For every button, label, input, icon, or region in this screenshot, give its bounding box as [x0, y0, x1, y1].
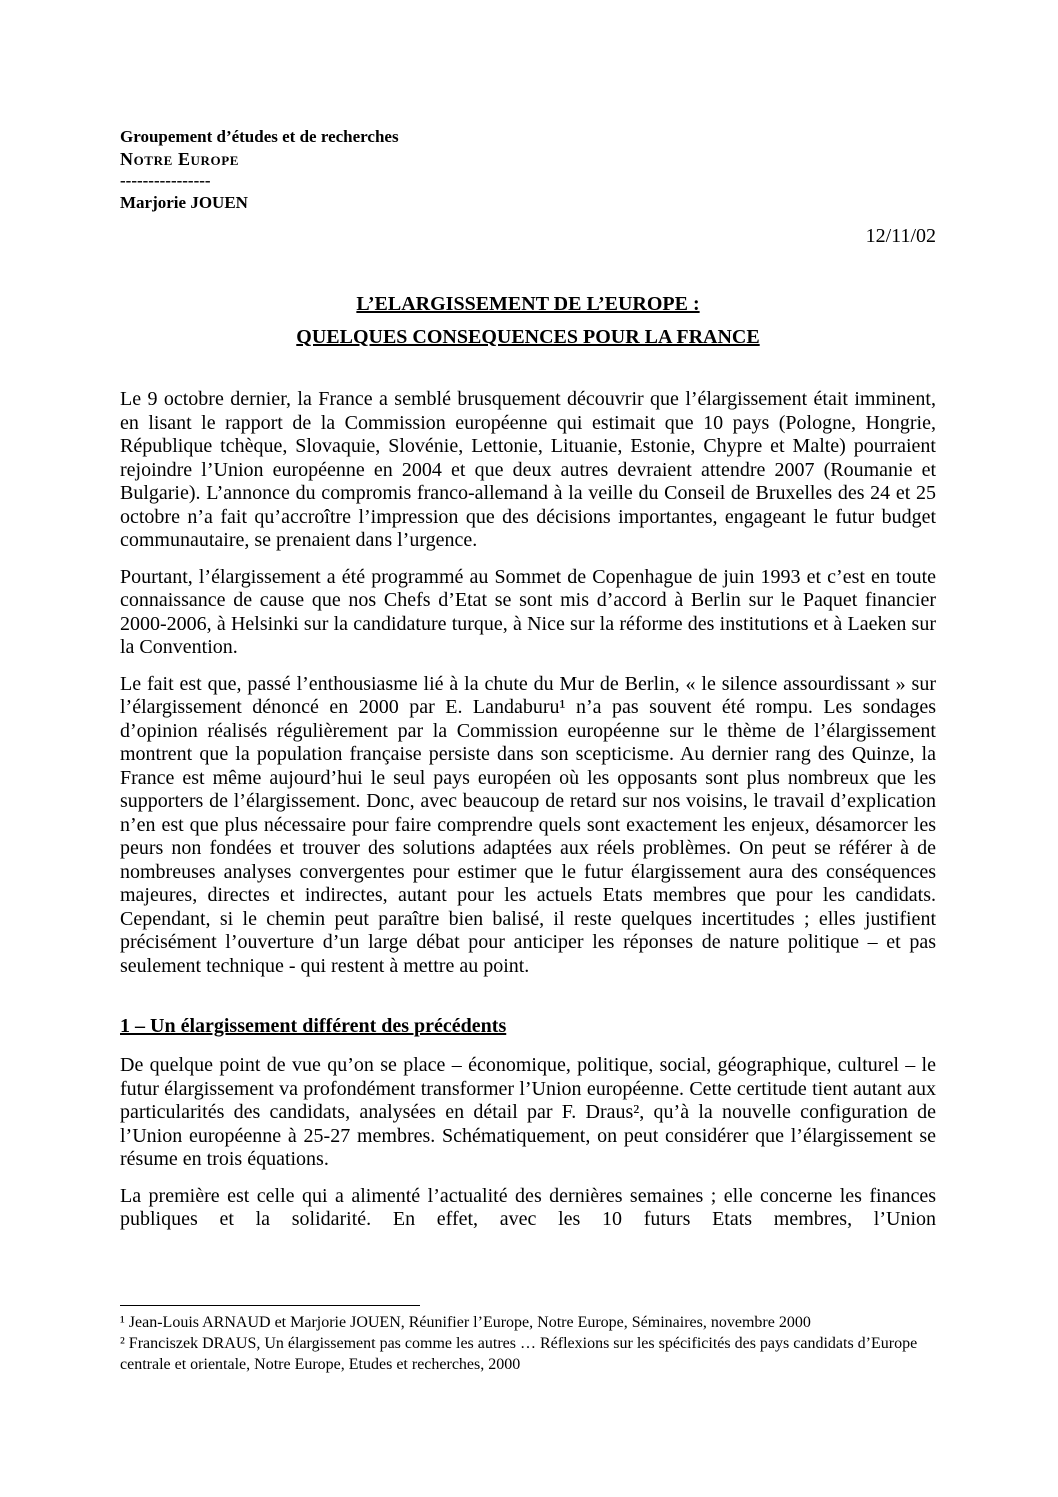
paragraph-5: La première est celle qui a alimenté l’actualité des dernières semaines ; elle concerne les finances publiques et la solidarité. En effet, avec les 10 futurs Etats membres, l’Union: [120, 1184, 936, 1230]
paragraph-3: Le fait est que, passé l’enthousiasme lié à la chute du Mur de Berlin, « le silence assourdissant » sur l’élargissement dénoncé en 2000 par E. Landaburu¹ n’a pas souvent été rompu. Les sondages d’opinion réalisés régulièrement par la Commission européenne sur le thème de l’élargissement montrent que la population française persiste dans son scepticisme. Au dernier rang des Quinze, la France est même aujourd’hui le seul pays européen où les opposants sont plus nombreux que les supporters de l’élargissement. Donc, avec beaucoup de retard sur nos voisins, le travail d’explication n’en est que plus nécessaire pour faire comprendre quels sont exactement les enjeux, désamorcer les peurs non fondées et trouver des solutions adaptées aux réels problèmes. On peut se référer à de nombreuses analyses convergentes pour estimer que le futur élargissement aura des conséquences majeures, directes et indirectes, autant pour les actuels Etats membres que pour les candidats. Cependant, si le chemin peut paraître bien balisé, il reste quelques incertitudes ; elles justifient précisément l’ouverture d’un large débat pour anticiper les réponses de nature politique – et pas seulement technique - qui restent à mettre au point.: [120, 672, 936, 977]
footnote-2: ² Franciszek DRAUS, Un élargissement pas comme les autres … Réflexions sur les spécificités des pays candidats d’Europe centrale et orientale, Notre Europe, Etudes et recherches, 2000: [120, 1335, 918, 1373]
footnote-1: ¹ Jean-Louis ARNAUD et Marjorie JOUEN, Réunifier l’Europe, Notre Europe, Séminaires, novembre 2000: [120, 1314, 811, 1331]
org-name: Groupement d’études et de recherches: [120, 127, 399, 146]
header-divider-dashes: ----------------: [120, 171, 211, 190]
org-subtitle: Notre Europe: [120, 149, 240, 169]
title-line-2: QUELQUES CONSEQUENCES POUR LA FRANCE: [296, 326, 760, 348]
footnote-separator-rule: [120, 1305, 420, 1306]
author-name: Marjorie JOUEN: [120, 193, 248, 212]
paragraph-1: Le 9 octobre dernier, la France a semblé brusquement découvrir que l’élargissement était imminent, en lisant le rapport de la Commission européenne qui estimait que 10 pays (Pologne, Hongrie, République tchèque, Slovaquie, Slovénie, Lettonie, Lituanie, Estonie, Chypre et Malte) pourraient rejoindre l’Union européenne en 2004 et que deux autres devraient attendre 2007 (Roumanie et Bulgarie). L’annonce du compromis franco-allemand à la veille du Conseil de Bruxelles des 24 et 25 octobre n’a fait qu’accroître l’impression que des décisions importantes, engageant le futur budget communautaire, se prenaient dans l’urgence.: [120, 388, 936, 551]
paragraph-2: Pourtant, l’élargissement a été programmé au Sommet de Copenhague de juin 1993 et c’est en toute connaissance de cause que nos Chefs d’Etat se sont mis d’accord à Berlin sur le Paquet financier 2000-2006, à Helsinki sur la candidature turque, à Nice sur la réforme des institutions et à Laeken sur la Convention.: [120, 565, 936, 658]
document-date: 12/11/02: [865, 225, 936, 247]
paragraph-4: De quelque point de vue qu’on se place – économique, politique, social, géographique, culturel – le futur élargissement va profondément transformer l’Union européenne. Cette certitude tient autant aux particularités des candidats, analysées en détail par F. Draus², qu’à la nouvelle configuration de l’Union européenne à 25-27 membres. Schématiquement, on peut considérer que l’élargissement se résume en trois équations.: [120, 1054, 936, 1170]
footnotes-section: [120, 1305, 936, 1375]
section-1-heading: 1 – Un élargissement différent des précédents: [120, 1015, 507, 1037]
document-header: [120, 126, 936, 214]
document-body: [120, 388, 936, 1232]
document-title: [120, 288, 936, 354]
title-line-1: L’ELARGISSEMENT DE L’EUROPE :: [356, 293, 700, 315]
